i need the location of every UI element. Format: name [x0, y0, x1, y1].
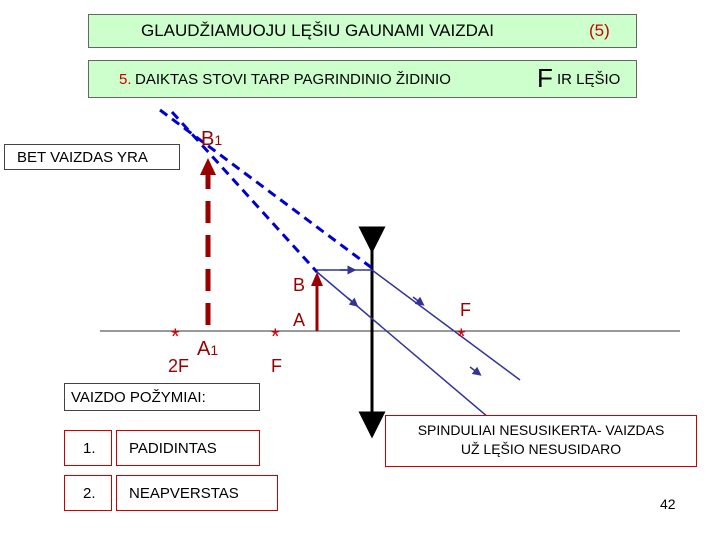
features-heading-box [64, 383, 260, 411]
feature-number-box-1 [64, 430, 112, 466]
feature-label-box-2 [116, 475, 278, 511]
feature-number-1: 1. [83, 440, 96, 457]
focus-marker-right: * [457, 324, 466, 349]
label-focus-left: F [271, 356, 282, 376]
label-object-base: A [293, 310, 306, 330]
label-image-top: B1 [201, 128, 223, 150]
image-note-text: BET VAIZDAS YRA [17, 149, 148, 166]
rays-note-line-1: SPINDULIAI NESUSIKERTA- VAIZDAS [417, 422, 665, 438]
case-focus-letter: F [537, 63, 553, 93]
case-description-end: IR LĘŠIO [557, 71, 621, 88]
virtual-image-arrowhead [200, 158, 216, 175]
feature-number-2: 2. [83, 485, 96, 502]
label-object-top: B [293, 275, 306, 295]
ray-parallel-refracted [372, 270, 520, 380]
object-arrowhead [311, 272, 323, 286]
feature-label-box-1 [116, 430, 260, 466]
label-2f: 2F [168, 356, 190, 376]
rays-note-box [385, 415, 697, 467]
ray-arrow-3 [470, 367, 478, 373]
page-number: 42 [660, 496, 676, 512]
focus-marker-2f: * [171, 324, 180, 349]
feature-label-1: PADIDINTAS [129, 440, 217, 457]
focus-marker-left: * [271, 324, 280, 349]
feature-label-2: NEAPVERSTAS [129, 485, 239, 502]
image-note-box [4, 144, 180, 170]
features-heading: VAIZDO POŽYMIAI: [71, 389, 206, 406]
label-focus-right: F [460, 300, 471, 320]
case-number: 5. [119, 71, 132, 88]
label-image-base: A1 [197, 338, 219, 360]
slide-title: GLAUDŽIAMUOJU LĘŠIU GAUNAMI VAIZDAI [141, 21, 494, 40]
case-description: DAIKTAS STOVI TARP PAGRINDINIO ŽIDINIO [135, 71, 451, 88]
ray-arrow-2 [348, 298, 355, 304]
slide-number-label: (5) [589, 21, 610, 40]
feature-number-box-2 [64, 475, 112, 511]
dashed-extension-ray-1 [160, 110, 372, 268]
dashed-extension-ray-2 [172, 112, 317, 272]
rays-note-line-2: UŽ LĘŠIO NESUSIDARO [460, 441, 622, 457]
